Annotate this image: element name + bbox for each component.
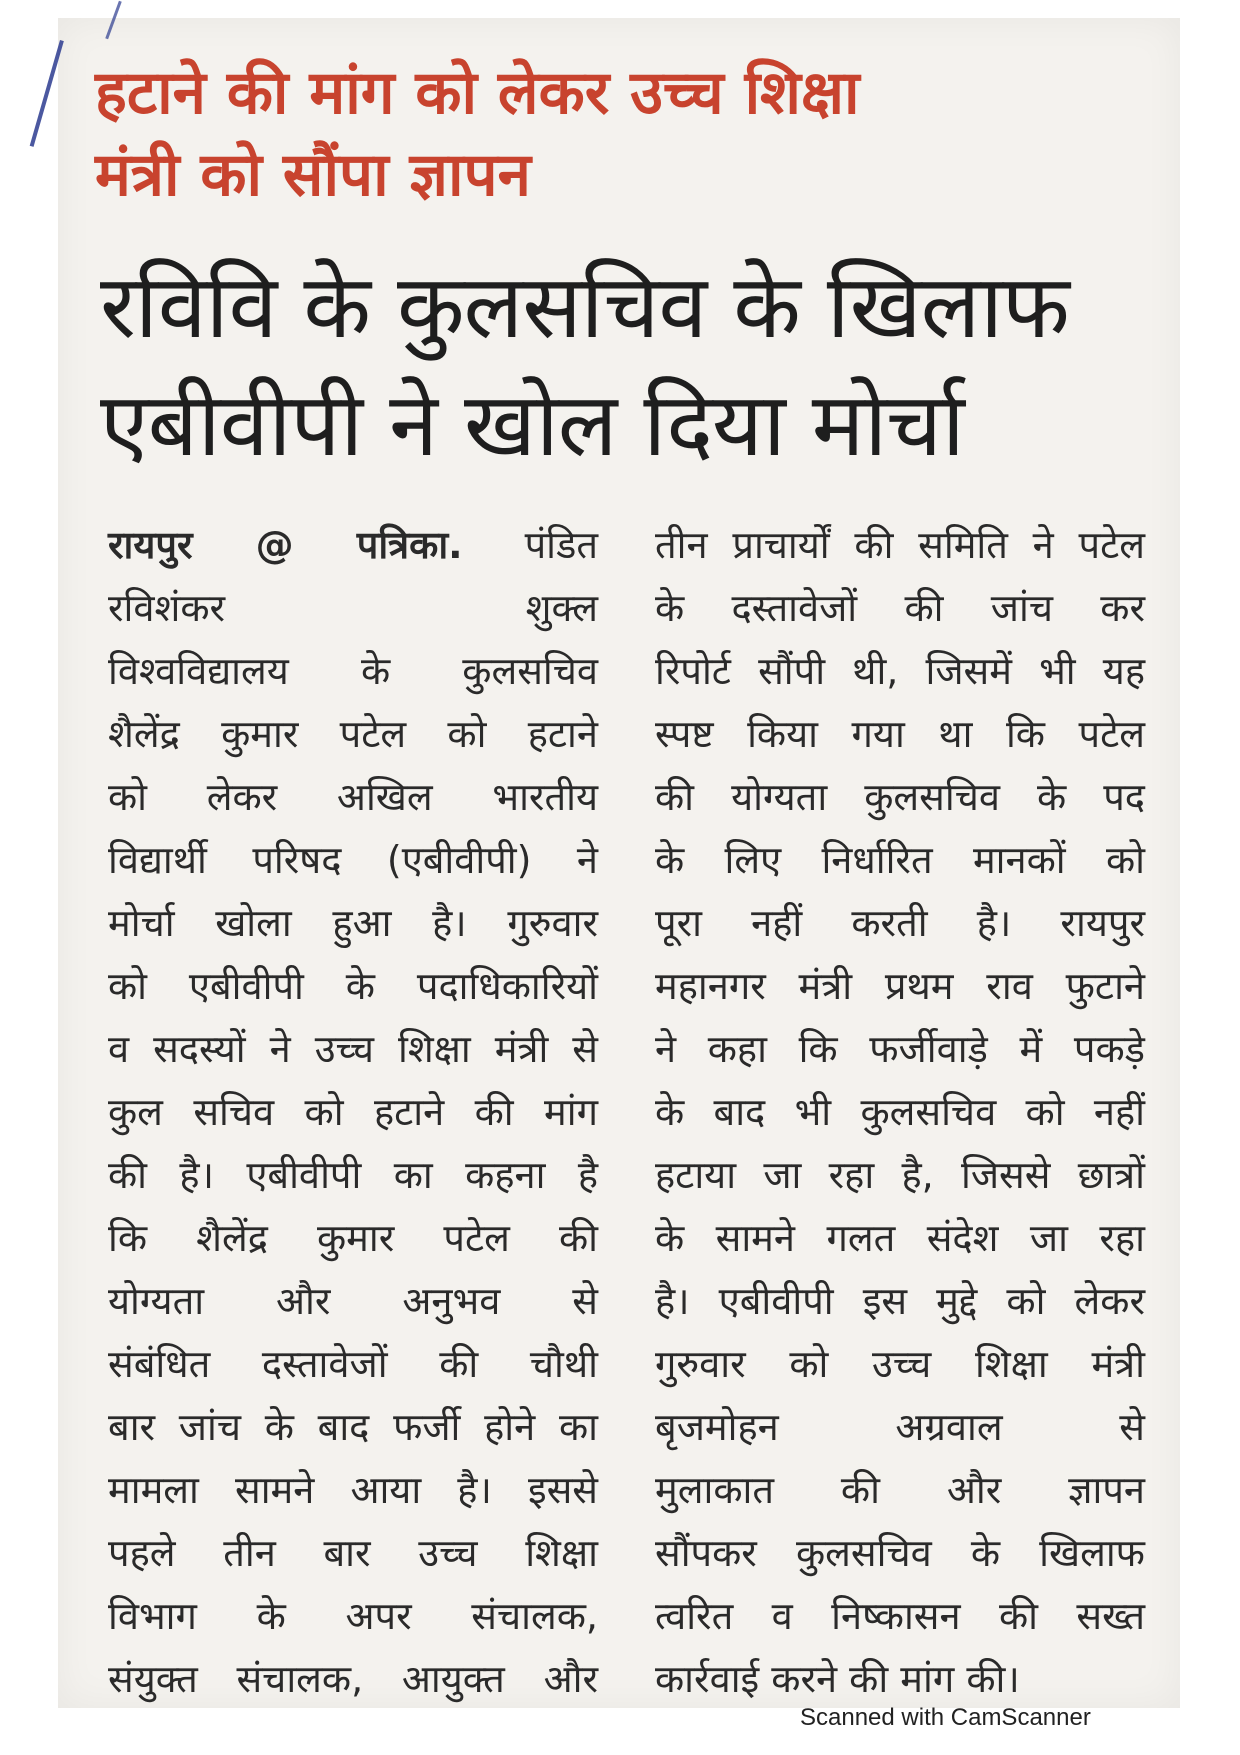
headline-line: रविवि के कुलसचिव के खिलाफ [100,255,1069,358]
column-line: गुरुवार को उच्च शिक्षा मंत्री [655,1342,1145,1386]
column-line: संबंधित दस्तावेजों की चौथी [108,1342,598,1386]
column-line: की योग्यता कुलसचिव के पद [655,775,1145,819]
column-line: व सदस्यों ने उच्च शिक्षा मंत्री से [108,1027,598,1071]
article-kicker [95,52,1145,216]
column-line: स्पष्ट किया गया था कि पटेल [655,712,1145,756]
column-line: मामला सामने आया है। इससे [108,1468,598,1512]
column-line: के सामने गलत संदेश जा रहा [655,1216,1145,1260]
column-line: है। एबीवीपी इस मुद्दे को लेकर [655,1279,1145,1323]
column-line: बार जांच के बाद फर्जी होने का [108,1405,598,1449]
kicker-line: हटाने की मांग को लेकर उच्च शिक्षा [95,58,860,128]
column-line: विभाग के अपर संचालक, [108,1594,598,1638]
column-line: सौंपकर कुलसचिव के खिलाफ [655,1531,1145,1575]
column-line: शैलेंद्र कुमार पटेल को हटाने [108,712,598,756]
column-line: के लिए निर्धारित मानकों को [655,838,1145,882]
column-line: विद्यार्थी परिषद (एबीवीपी) ने [108,838,598,882]
column-line: हटाया जा रहा है, जिससे छात्रों [655,1153,1145,1197]
article-column-left [108,514,598,1711]
column-line: महानगर मंत्री प्रथम राव फुटाने [655,964,1145,1008]
column-line: ने कहा कि फर्जीवाड़े में पकड़े [655,1027,1145,1071]
column-line: मोर्चा खोला हुआ है। गुरुवार [108,901,598,945]
kicker-line: मंत्री को सौंपा ज्ञापन [95,140,531,210]
column-line: कार्रवाई करने की मांग की। [655,1657,1020,1701]
column-line: की है। एबीवीपी का कहना है [108,1153,598,1197]
column-line: रविशंकर शुक्ल [108,586,598,630]
article-headline [100,248,1180,484]
column-line: रिपोर्ट सौंपी थी, जिसमें भी यह [655,649,1145,693]
column-line: विश्वविद्यालय के कुलसचिव [108,649,598,693]
column-text: पंडित [524,523,598,567]
column-line: को एबीवीपी के पदाधिकारियों [108,964,598,1008]
article-column-right [655,514,1145,1711]
column-line: कि शैलेंद्र कुमार पटेल की [108,1216,598,1260]
column-line: को लेकर अखिल भारतीय [108,775,598,819]
column-line: के बाद भी कुलसचिव को नहीं [655,1090,1145,1134]
column-line [108,514,598,577]
column-line: कुल सचिव को हटाने की मांग [108,1090,598,1134]
dateline: रायपुर @ पत्रिका. [108,523,463,567]
column-line: पूरा नहीं करती है। रायपुर [655,901,1145,945]
column-line: त्वरित व निष्कासन की सख्त [655,1594,1145,1638]
headline-line: एबीवीपी ने खोल दिया मोर्चा [100,373,964,476]
scanner-watermark: Scanned with CamScanner [800,1704,1091,1731]
column-line: बृजमोहन अग्रवाल से [655,1405,1145,1449]
column-line: योग्यता और अनुभव से [108,1279,598,1323]
column-line: संयुक्त संचालक, आयुक्त और [108,1657,598,1701]
column-line: पहले तीन बार उच्च शिक्षा [108,1531,598,1575]
column-line: के दस्तावेजों की जांच कर [655,586,1145,630]
column-line: मुलाकात की और ज्ञापन [655,1468,1145,1512]
column-line: तीन प्राचार्यों की समिति ने पटेल [655,523,1145,567]
